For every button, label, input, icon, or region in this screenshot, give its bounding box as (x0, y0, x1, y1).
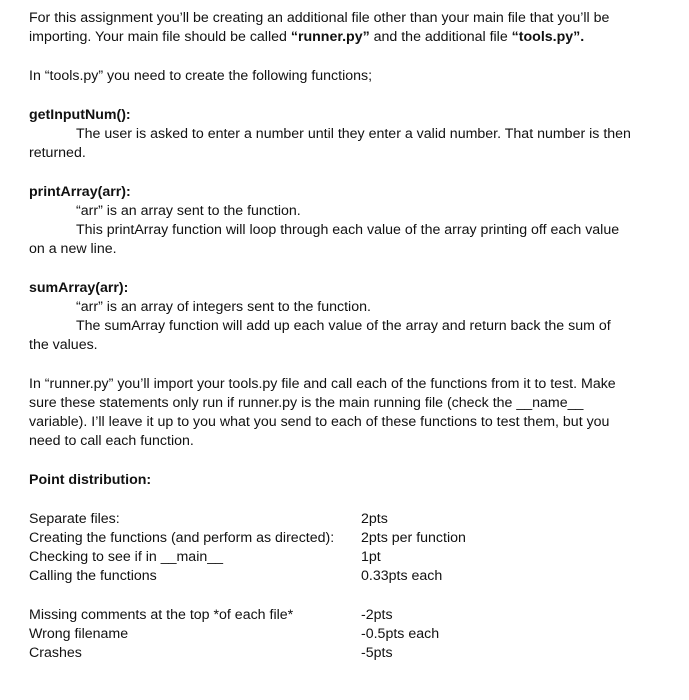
points-value: 1pt (361, 549, 381, 565)
penalty-value: -0.5pts each (361, 626, 440, 642)
points-item: Checking to see if in __main__ (29, 549, 224, 565)
function-description-line: returned. (29, 145, 86, 161)
intro-text: importing. Your main file should be called (29, 29, 291, 45)
function-description-line: “arr” is an array of integers sent to the function. (76, 299, 371, 315)
runner-paragraph-line: In “runner.py” you’ll import your tools.py file and call each of the functions from it to test. Make (29, 376, 616, 392)
function-description-line: This printArray function will loop through each value of the array printing off each value (76, 222, 620, 238)
points-value: 2pts (361, 511, 388, 527)
function-description-line: The user is asked to enter a number until they enter a valid number. That number is then (76, 126, 631, 142)
tools-intro: In “tools.py” you need to create the following functions; (29, 68, 373, 84)
runner-paragraph-line: sure these statements only run if runner.py is the main running file (check the __name__ (29, 395, 584, 411)
points-value: 2pts per function (361, 530, 466, 546)
intro-text: and the additional file (369, 29, 512, 45)
runner-paragraph-line: need to call each function. (29, 433, 194, 449)
penalty-item: Crashes (29, 645, 82, 661)
penalty-value: -5pts (361, 645, 393, 661)
function-description-line: on a new line. (29, 241, 117, 257)
runner-paragraph-line: variable). I’ll leave it up to you what you send to each of these functions to test them, but you (29, 414, 610, 430)
points-item: Calling the functions (29, 568, 157, 584)
runner-filename: “runner.py” (290, 29, 370, 45)
function-description-line: “arr” is an array sent to the function. (76, 203, 301, 219)
intro-line-2 (29, 28, 584, 47)
point-distribution-heading: Point distribution: (29, 472, 152, 488)
intro-text: . (580, 29, 585, 45)
penalty-item: Wrong filename (29, 626, 129, 642)
function-description-line: the values. (29, 337, 98, 353)
points-item: Separate files: (29, 511, 120, 527)
penalty-item: Missing comments at the top *of each file* (29, 607, 294, 623)
function-heading-getinputnum: getInputNum(): (29, 107, 131, 123)
tools-filename: “tools.py” (511, 29, 581, 45)
function-description-line: The sumArray function will add up each value of the array and return back the sum of (76, 318, 611, 334)
penalty-value: -2pts (361, 607, 393, 623)
intro-line-1: For this assignment you’ll be creating an additional file other than your main file that you’ll be (29, 10, 610, 26)
function-heading-printarray: printArray(arr): (29, 184, 131, 200)
function-heading-sumarray: sumArray(arr): (29, 280, 129, 296)
points-value: 0.33pts each (361, 568, 443, 584)
points-item: Creating the functions (and perform as directed): (29, 530, 335, 546)
